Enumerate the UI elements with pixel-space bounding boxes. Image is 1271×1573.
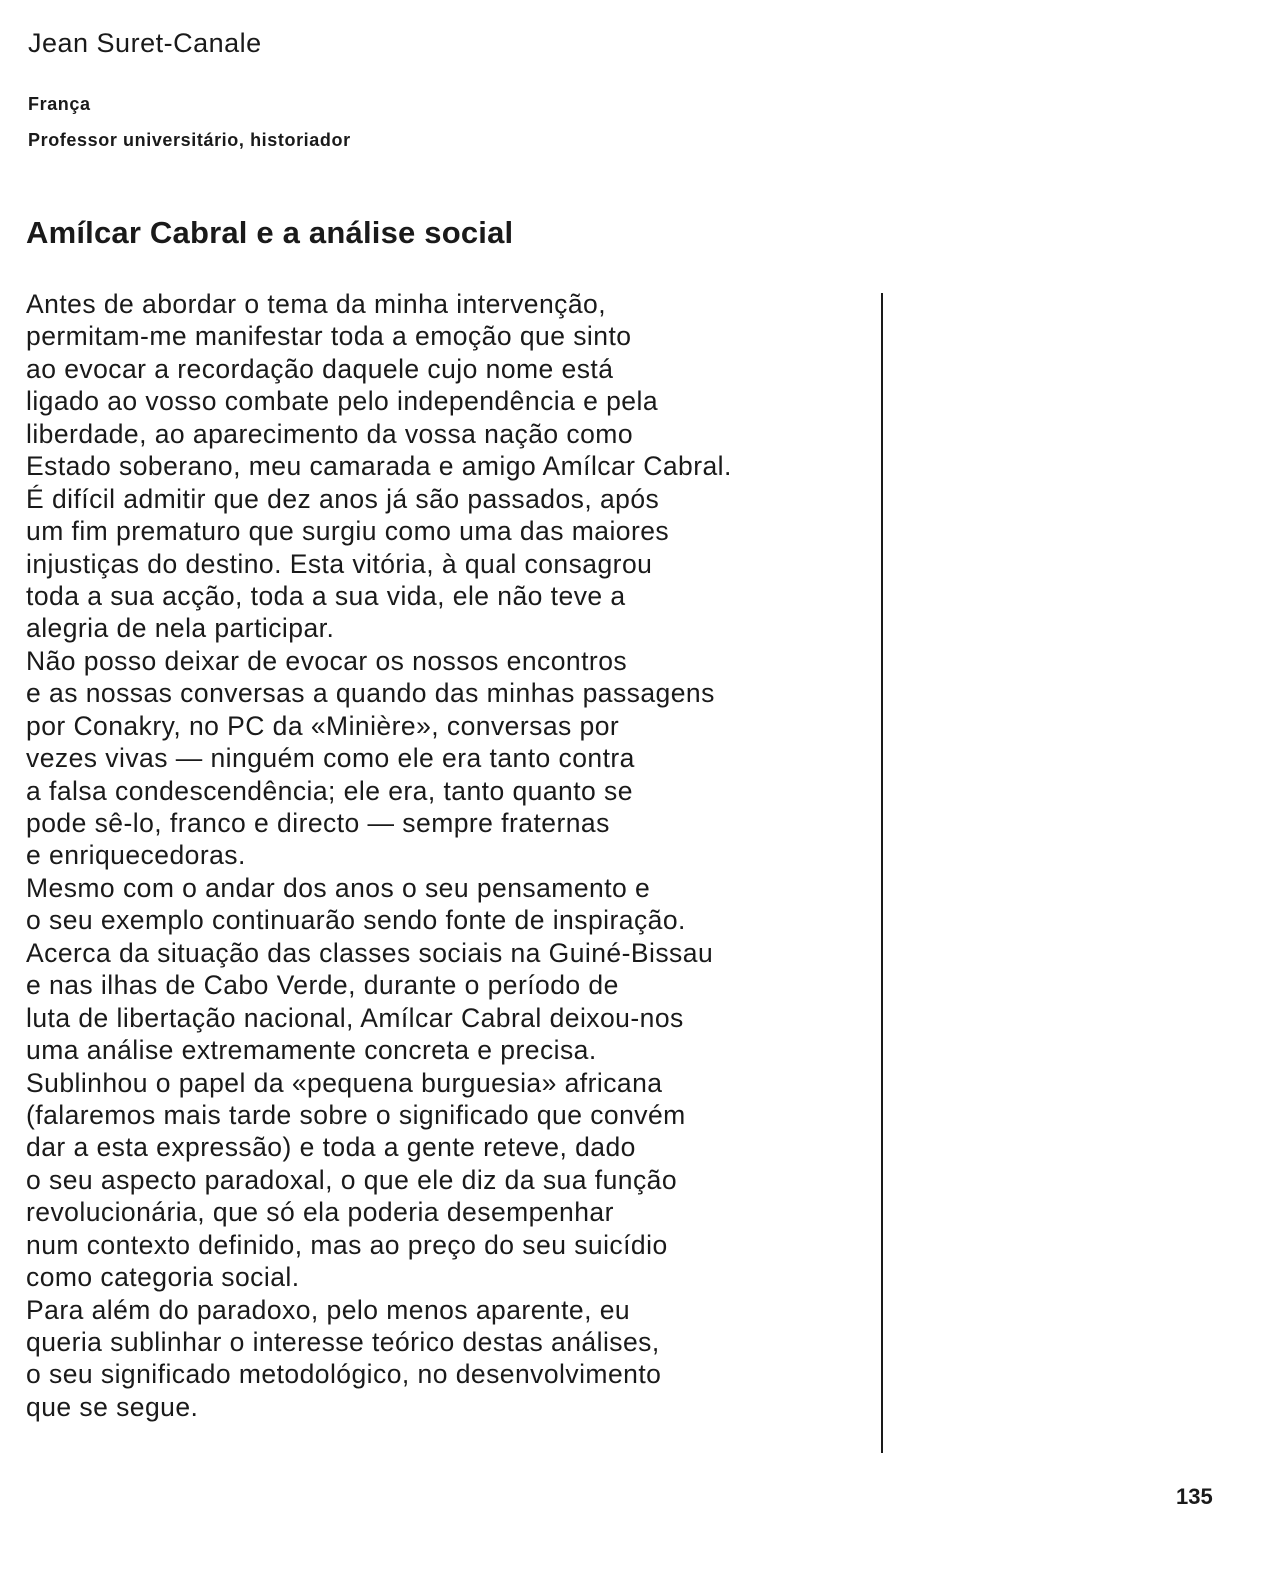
body-line: pode sê-lo, franco e directo — sempre fraternas <box>26 808 610 838</box>
body-line: o seu exemplo continuarão sendo fonte de inspiração. <box>26 905 686 936</box>
body-line: por Conakry, no PC da «Minière», conversas por <box>26 710 620 741</box>
body-line: ao evocar a recordação daquele cujo nome está <box>26 353 614 384</box>
article-title: Amílcar Cabral e a análise social <box>26 215 514 250</box>
body-line: injustiças do destino. Esta vitória, à qual consagrou <box>26 548 653 579</box>
body-line: Mesmo com o andar dos anos o seu pensamento e <box>26 872 651 903</box>
body-line: alegria de nela participar. <box>26 613 335 644</box>
body-line: Para além do paradoxo, pelo menos aparente, eu <box>26 1294 631 1325</box>
body-line: que se segue. <box>26 1391 199 1422</box>
body-line: Estado soberano, meu camarada e amigo Amílcar Cabral. <box>26 451 732 482</box>
body-line: uma análise extremamente concreta e precisa. <box>26 1035 597 1066</box>
page-number: 135 <box>1176 1484 1213 1509</box>
body-line: Antes de abordar o tema da minha intervenção, <box>26 289 607 319</box>
body-line: dar a esta expressão) e toda a gente reteve, dado <box>26 1132 636 1163</box>
author-country: França <box>28 94 91 114</box>
body-line: Acerca da situação das classes sociais na Guiné-Bissau <box>26 937 714 968</box>
body-line: o seu aspecto paradoxal, o que ele diz da sua função <box>26 1164 678 1195</box>
body-line: queria sublinhar o interesse teórico destas análises, <box>26 1327 660 1357</box>
body-line: Não posso deixar de evocar os nossos encontros <box>26 645 628 676</box>
body-line: e enriquecedoras. <box>26 840 246 871</box>
body-line: toda a sua acção, toda a sua vida, ele não teve a <box>26 580 626 611</box>
body-line: o seu significado metodológico, no desenvolvimento <box>26 1359 662 1390</box>
article-body <box>26 288 876 1423</box>
body-line: permitam-me manifestar toda a emoção que sinto <box>26 321 632 352</box>
body-line: e nas ilhas de Cabo Verde, durante o período de <box>26 970 619 1001</box>
body-line: luta de libertação nacional, Amílcar Cabral deixou-nos <box>26 1002 684 1033</box>
body-line: liberdade, ao aparecimento da vossa nação como <box>26 418 634 449</box>
body-line: num contexto definido, mas ao preço do seu suicídio <box>26 1229 668 1260</box>
body-line: a falsa condescendência; ele era, tanto quanto se <box>26 775 633 806</box>
margin-rule <box>881 293 883 1453</box>
body-line: um fim prematuro que surgiu como uma das maiores <box>26 516 670 547</box>
author-role: Professor universitário, historiador <box>28 130 351 150</box>
body-line: e as nossas conversas a quando das minhas passagens <box>26 678 715 709</box>
body-line: (falaremos mais tarde sobre o significado que convém <box>26 1099 686 1130</box>
author-name: Jean Suret-Canale <box>28 28 262 58</box>
body-line: É difícil admitir que dez anos já são passados, após <box>26 483 660 514</box>
body-line: vezes vivas — ninguém como ele era tanto contra <box>26 743 635 774</box>
body-line: ligado ao vosso combate pelo independência e pela <box>26 386 659 417</box>
body-line: revolucionária, que só ela poderia desempenhar <box>26 1197 614 1228</box>
body-line: como categoria social. <box>26 1262 300 1293</box>
body-line: Sublinhou o papel da «pequena burguesia» africana <box>26 1067 663 1098</box>
